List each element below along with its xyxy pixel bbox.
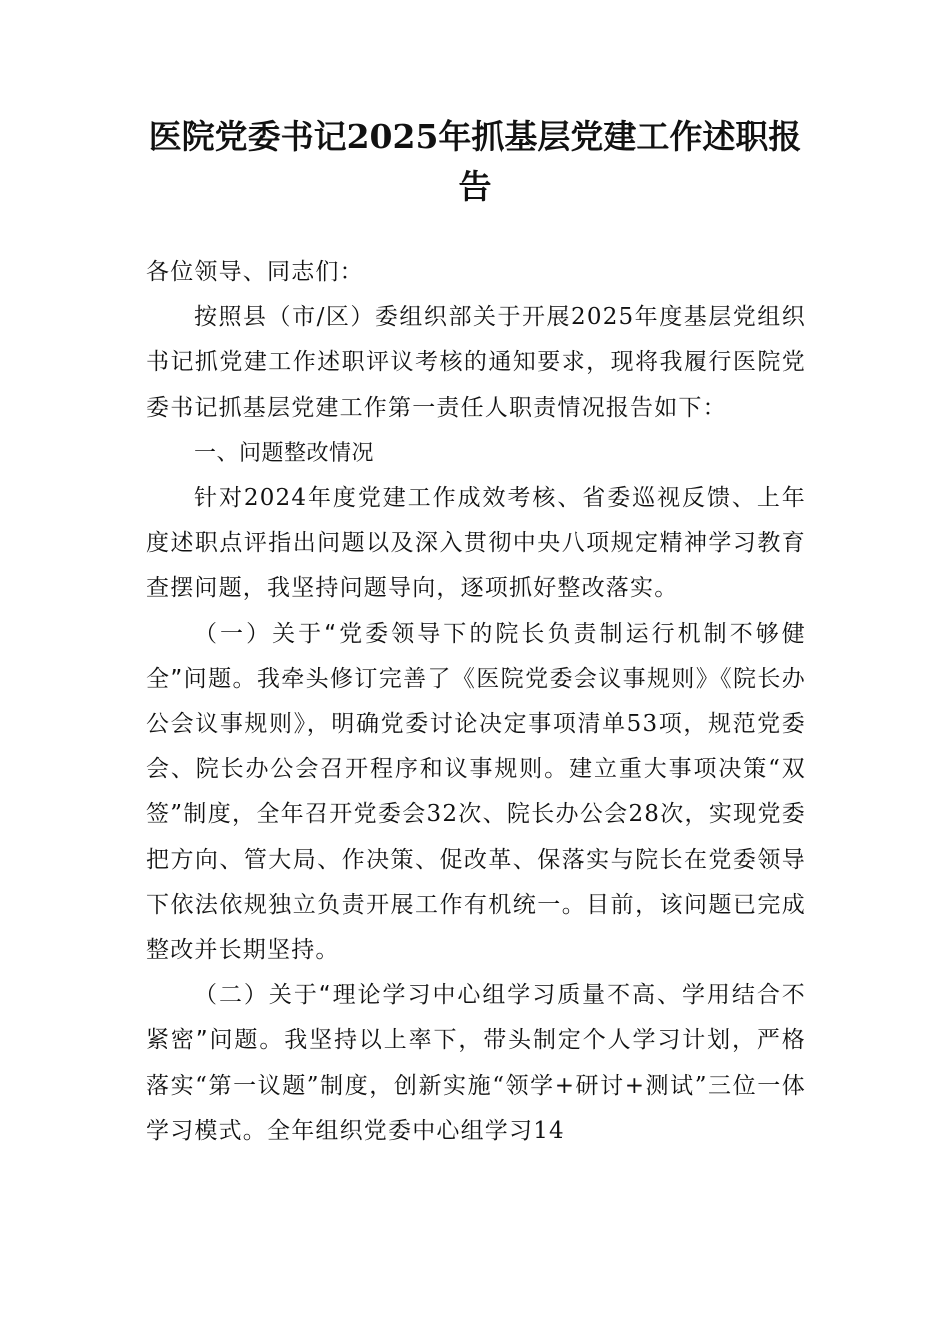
item-1-body: 我牵头修订完善了《医院党委会议事规则》《院长办公会议事规则》，明确党委讨论决定事项清单53项，规范党委会、院长办公会召开程序和议事规则。建立重大事项决策“双签”制度，全年召开党委会32次、院长办公会28次，实现党委把方向、管大局、作决策、促改革、保落实与院长在党委领导下依法依规独立负责开展工作有机统一。目前，该问题已完成整改并长期坚持。 (146, 665, 806, 964)
section-heading-problem-rectification: 一、问题整改情况 (194, 440, 375, 466)
document-title: 医院党委书记2025年抓基层党建工作述职报告 (148, 117, 802, 206)
salutation: 各位领导、同志们： (146, 259, 364, 285)
item-1-heading: （一）关于“党委领导下的院长负责制运行机制不够健全”问题。 (146, 620, 806, 692)
item-2-heading: （二）关于“理论学习中心组学习质量不高、学用结合不紧密”问题。 (146, 982, 806, 1054)
document-body (146, 250, 806, 1154)
section-lead-paragraph: 针对2024年度党建工作成效考核、省委巡视反馈、上年度述职点评指出问题以及深入贯彻中央八项规定精神学习教育查摆问题，我坚持问题导向，逐项抓好整改落实。 (146, 485, 806, 602)
item-1-paragraph (146, 612, 806, 974)
item-2-paragraph (146, 973, 806, 1154)
item-2-body: 我坚持以上率下，带头制定个人学习计划，严格落实“第一议题”制度，创新实施“领学+研讨+测试”三位一体学习模式。全年组织党委中心组学习14 (146, 1027, 806, 1144)
intro-paragraph: 按照县（市/区）委组织部关于开展2025年度基层党组织书记抓党建工作述职评议考核的通知要求，现将我履行医院党委书记抓基层党建工作第一责任人职责情况报告如下： (146, 304, 806, 421)
